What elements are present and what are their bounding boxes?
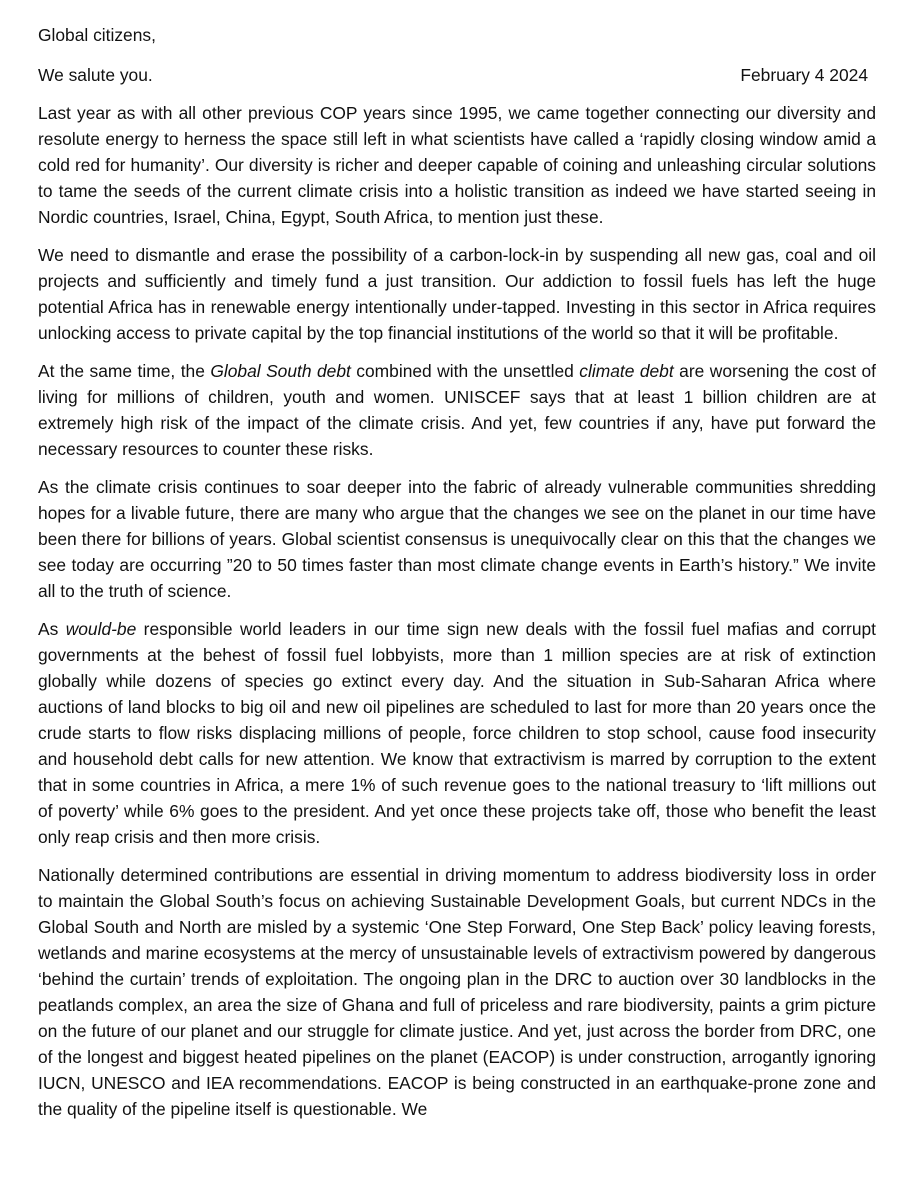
paragraph-3-text: combined with the unsettled <box>350 361 580 381</box>
letter-page <box>38 22 876 1134</box>
paragraph-5-text: responsible world leaders in our time sign new deals with the fossil fuel mafias and corrupt governments at the behest of fossil fuel lobbyists, more than 1 million species are at risk of extinction globally while dozens of species go extinct every day. And the situation in Sub-Saharan Africa where auctions of land blocks to big oil and new oil pipelines are scheduled to last for more than 20 years once the crude starts to flow risks displacing millions of people, force children to stop school, cause food insecurity and household debt calls for new attention. We know that extractivism is marred by corruption to the extent that in some countries in Africa, a mere 1% of such revenue goes to the national treasury to ‘lift millions out of poverty’ while 6% goes to the president. And yet once these projects take off, those who benefit the least only reap crisis and then more crisis. <box>38 619 876 847</box>
paragraph-4: As the climate crisis continues to soar deeper into the fabric of already vulnerable communities shredding hopes for a livable future, there are many who argue that the changes we see on the planet in our time have been there for billions of years. Global scientist consensus is unequivocally clear on this that the changes we see today are occurring ”20 to 50 times faster than most climate change events in Earth’s history.” We invite all to the truth of science. <box>38 477 876 601</box>
paragraph-3 <box>38 358 876 462</box>
salutation: Global citizens, <box>38 25 156 45</box>
letter-date: February 4 2024 <box>740 65 868 85</box>
paragraph-3-text: At the same time, the <box>38 361 211 381</box>
paragraph-5-text: As <box>38 619 66 639</box>
paragraph-6: Nationally determined contributions are essential in driving momentum to address biodiversity loss in order to maintain the Global South’s focus on achieving Sustainable Development Goals, but current NDCs in the Global South and North are misled by a systemic ‘One Step Forward, One Step Back’ policy leaving forests, wetlands and marine ecosystems at the mercy of unsustainable levels of extractivism powered by dangerous ‘behind the curtain’ trends of exploitation. The ongoing plan in the DRC to auction over 30 landblocks in the peatlands complex, an area the size of Ghana and full of priceless and rare biodiversity, paints a grim picture on the future of our planet and our struggle for climate justice. And yet, just across the border from DRC, one of the longest and biggest heated pipelines on the planet (EACOP) is under construction, arrogantly ignoring IUCN, UNESCO and IEA recommendations. EACOP is being constructed in an earthquake-prone zone and the quality of the pipeline itself is questionable. We <box>38 865 876 1119</box>
paragraph-1: Last year as with all other previous COP years since 1995, we came together connecting our diversity and resolute energy to herness the space still left in what scientists have called a ‘rapidly closing window amid a cold red for humanity’. Our diversity is richer and deeper capable of coining and unleashing circular solutions to tame the seeds of the current climate crisis into a holistic transition as indeed we have started seeing in Nordic countries, Israel, China, Egypt, South Africa, to mention just these. <box>38 103 876 227</box>
paragraph-2: We need to dismantle and erase the possibility of a carbon-lock-in by suspending all new gas, coal and oil projects and sufficiently and timely fund a just transition. Our addiction to fossil fuels has left the huge potential Africa has in renewable energy intentionally under-tapped. Investing in this sector in Africa requires unlocking access to private capital by the top financial institutions of the world so that it will be profitable. <box>38 245 876 343</box>
would-be-emphasis: would-be <box>65 619 137 639</box>
global-south-debt-emphasis: Global South debt <box>210 361 351 381</box>
paragraph-3-text: are worsening the cost of living for millions of children, youth and women. UNISCEF says that at least 1 billion children are at extremely high risk of the impact of the climate crisis. And yet, few countries if any, have put forward the necessary resources to counter these risks. <box>38 361 877 459</box>
greeting: We salute you. <box>38 65 153 85</box>
climate-debt-emphasis: climate debt <box>579 361 674 381</box>
paragraph-5 <box>38 616 876 850</box>
greeting-row <box>38 62 876 88</box>
